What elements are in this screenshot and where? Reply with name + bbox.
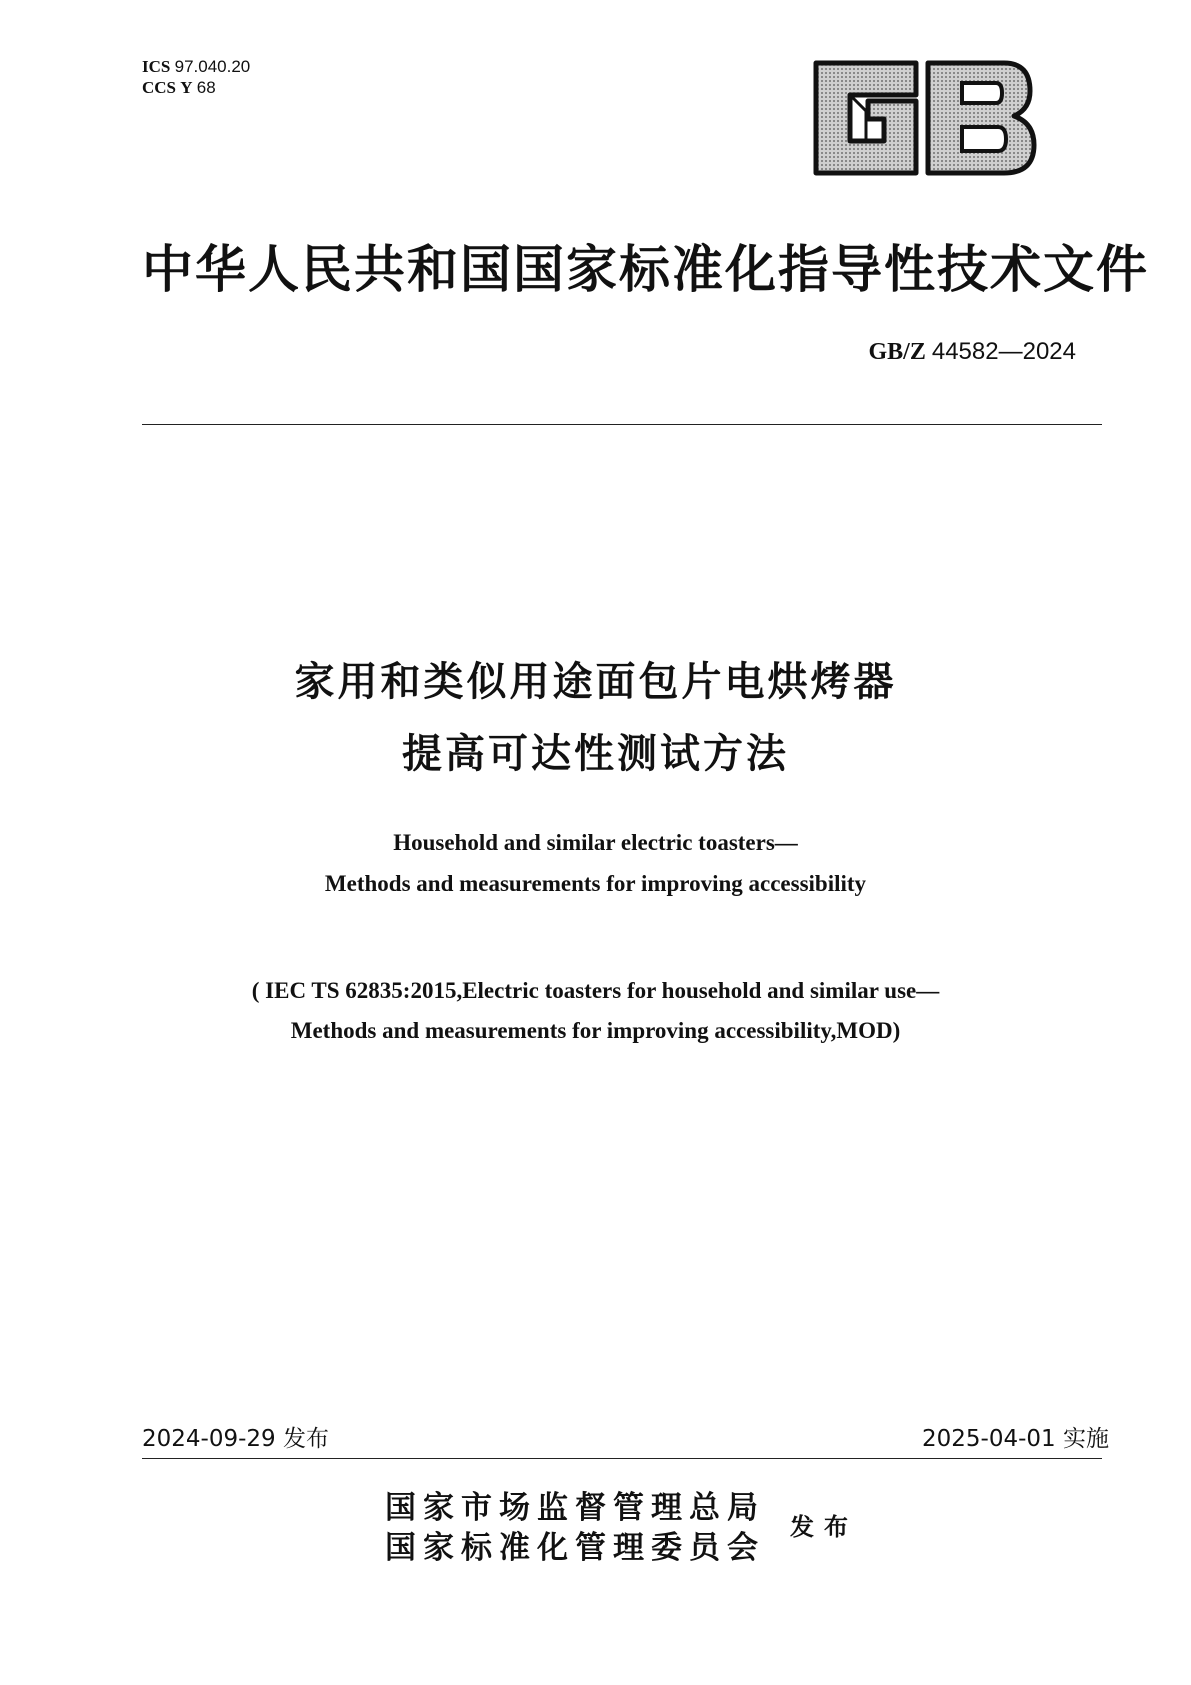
top-divider: [142, 424, 1102, 425]
logo-letter-b: [928, 63, 1034, 173]
title-en-line2: Methods and measurements for improving accessibility: [324, 871, 867, 896]
gb-logo: [804, 55, 1042, 181]
issuer-samr: 国家市场监督管理总局: [385, 1490, 765, 1526]
ccs-label: CCS: [142, 78, 177, 97]
publish-date: 2024-09-29 发布: [142, 1426, 329, 1452]
ccs-code: 68: [196, 78, 216, 97]
title-en-line1: Household and similar electric toasters—: [393, 830, 798, 855]
bottom-divider: [142, 1458, 1102, 1459]
classification-codes: [142, 56, 250, 98]
title-cn-line2: 提高可达性测试方法: [402, 731, 789, 777]
title-cn-line1: 家用和类似用途面包片电烘烤器: [294, 659, 897, 705]
standard-number: [869, 338, 1077, 366]
adoption-line2: Methods and measurements for improving accessibility,MOD): [290, 1018, 901, 1043]
issuer-sac: 国家标准化管理委员会: [385, 1530, 765, 1566]
issue-action: 发布: [790, 1513, 858, 1541]
document-type: 中华人民共和国国家标准化指导性技术文件: [142, 241, 1150, 300]
implement-date: 2025-04-01 实施: [922, 1426, 1109, 1452]
ccs-letter: Y: [180, 78, 193, 97]
issuing-authorities: [385, 1488, 765, 1568]
adoption-line1: ( IEC TS 62835:2015,Electric toasters for household and similar use—: [251, 978, 940, 1003]
standard-digits: 44582—2024: [931, 338, 1076, 365]
ics-code: 97.040.20: [174, 57, 251, 76]
ics-label: ICS: [142, 57, 171, 76]
standard-prefix: GB/Z: [868, 339, 926, 365]
